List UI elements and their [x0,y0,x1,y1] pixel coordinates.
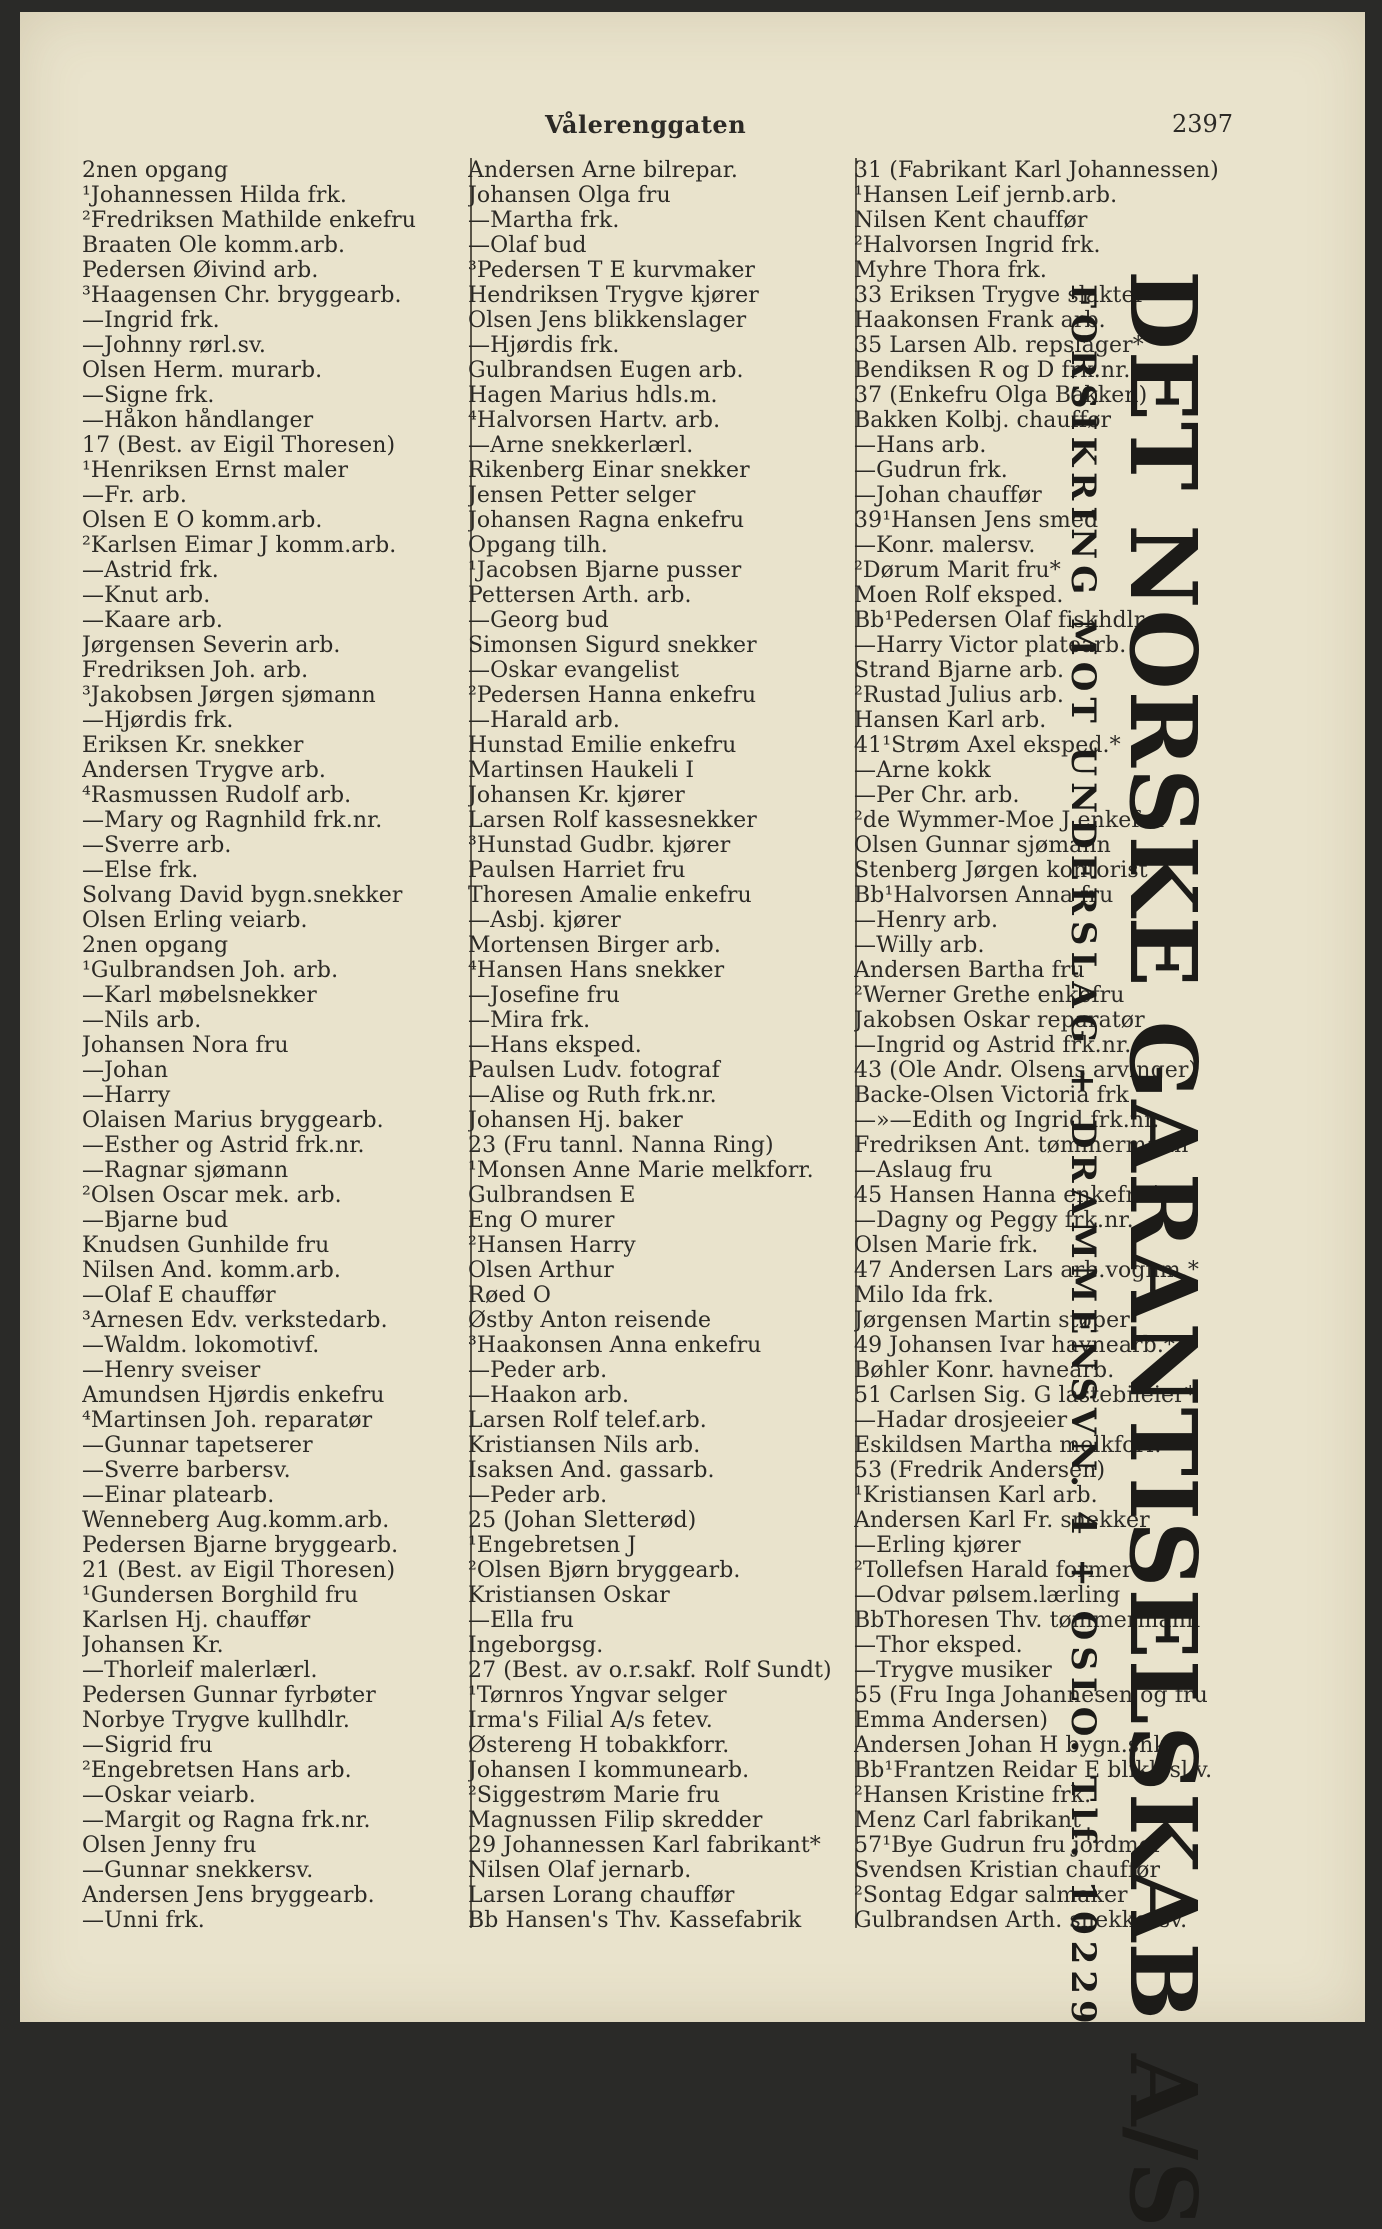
directory-entry: ²Karlsen Eimar J komm.arb. [82,533,397,558]
directory-entry: —Ingrid frk. [82,308,220,333]
directory-entry: Backe-Olsen Victoria frk. [854,1083,1137,1108]
directory-entry: Johansen Nora fru [82,1033,289,1058]
directory-entry: —Josefine fru [468,983,620,1008]
directory-entry: —Per Chr. arb. [854,783,1020,808]
directory-entry: ¹Kristiansen Karl arb. [854,1483,1098,1508]
directory-entry: Karlsen Hj. chauffør [82,1608,311,1633]
directory-entry: —Thorleif malerlærl. [82,1658,318,1683]
directory-entry: 51 Carlsen Sig. G lastebileier* [854,1383,1196,1408]
directory-entry: —Gudrun frk. [854,458,1008,483]
directory-entry: ¹Tørnros Yngvar selger [468,1683,727,1708]
directory-entry: Isaksen And. gassarb. [468,1458,715,1483]
directory-entry: Nilsen And. komm.arb. [82,1258,342,1283]
directory-entry: Braaten Ole komm.arb. [82,233,346,258]
directory-entry: Eriksen Kr. snekker [82,733,304,758]
directory-entry: —Haakon arb. [468,1383,630,1408]
directory-entry: Pettersen Arth. arb. [468,583,692,608]
directory-entry: —Harry [82,1083,171,1108]
directory-entry: 23 (Fru tannl. Nanna Ring) [468,1133,774,1158]
directory-entry: —Hadar drosjeeier [854,1408,1068,1433]
directory-entry: Gulbrandsen Eugen arb. [468,358,744,383]
directory-entry: Kristiansen Oskar [468,1583,670,1608]
directory-entry: Hunstad Emilie enkefru [468,733,737,758]
directory-entry: Hagen Marius hdls.m. [468,383,718,408]
directory-entry: —»—Edith og Ingrid frk.nr. [854,1108,1160,1133]
directory-entry: Andersen Jens bryggearb. [82,1883,375,1908]
directory-entry: —Aslaug fru [854,1158,993,1183]
directory-entry: —Johan chauffør [854,483,1042,508]
directory-entry: Eskildsen Martha melkforr. [854,1433,1162,1458]
directory-entry: Milo Ida frk. [854,1283,995,1308]
directory-entry: —Johan [82,1058,169,1083]
directory-entry: Hendriksen Trygve kjører [468,283,759,308]
directory-entry: ³Jakobsen Jørgen sjømann [82,683,376,708]
directory-entry: 25 (Johan Sletterød) [468,1508,697,1533]
directory-entry: —Nils arb. [82,1008,202,1033]
directory-entry: Ingeborgsg. [468,1633,604,1658]
directory-entry: Andersen Bartha fru [854,958,1085,983]
directory-entry: Johansen Hj. baker [468,1108,683,1133]
directory-entry: —Ella fru [468,1608,574,1633]
advertiser-name: DET NORSKE GARANTISELSKAB A/S [1109,270,1217,2229]
directory-entry: Andersen Johan H bygn.snk. [854,1733,1174,1758]
directory-entry: 37 (Enkefru Olga Bakken) [854,383,1148,408]
directory-entry: —Karl møbelsnekker [82,983,317,1008]
directory-entry: Olaisen Marius bryggearb. [82,1108,384,1133]
directory-entry: —Margit og Ragna frk.nr. [82,1808,371,1833]
directory-entry: —Asbj. kjører [468,908,621,933]
directory-entry: —Harald arb. [468,708,620,733]
directory-entry: —Harry Victor platearb. [854,633,1127,658]
directory-entry: Paulsen Ludv. fotograf [468,1058,720,1083]
directory-entry: —Sverre barbersv. [82,1458,291,1483]
directory-entry: Paulsen Harriet fru [468,858,686,883]
directory-entry: BbThoresen Thv. tømmermann [854,1608,1201,1633]
directory-entry: ⁴Halvorsen Hartv. arb. [468,408,721,433]
directory-entry: 39¹Hansen Jens smed [854,508,1099,533]
directory-entry: —Ragnar sjømann [82,1158,289,1183]
directory-entry: —Sverre arb. [82,833,232,858]
directory-entry: —Einar platearb. [82,1483,275,1508]
directory-entry: —Peder arb. [468,1358,608,1383]
directory-entry: ¹Johannessen Hilda frk. [82,183,348,208]
directory-entry: —Erling kjører [854,1533,1021,1558]
directory-entry: ³Haakonsen Anna enkefru [468,1333,762,1358]
directory-entry: —Dagny og Peggy frk.nr. [854,1208,1134,1233]
directory-entry: Mortensen Birger arb. [468,933,721,958]
directory-entry: ²Hansen Kristine frk. [854,1783,1092,1808]
directory-column-1 [82,158,462,1933]
advertisement-tagline: FORSIKRING MOT UNDERSLAG + DRAMMENSVN. 4 + OSLO. Tlf. 10229 [1063,284,1103,2030]
directory-entry: Simonsen Sigurd snekker [468,633,757,658]
directory-entry: Svendsen Kristian chauffør [854,1858,1161,1883]
directory-entry: —Håkon håndlanger [82,408,314,433]
directory-entry: Johansen Ragna enkefru [468,508,745,533]
directory-entry: —Thor eksped. [854,1633,1023,1658]
directory-page [20,12,1365,2229]
directory-entry: Olsen Marie frk. [854,1233,1039,1258]
directory-entry: ⁴Rasmussen Rudolf arb. [82,783,352,808]
directory-entry: Myhre Thora frk. [854,258,1047,283]
directory-entry: —Unni frk. [82,1908,205,1933]
directory-column-2 [468,158,850,1933]
directory-entry: Kristiansen Nils arb. [468,1433,701,1458]
directory-entry: Bb¹Halvorsen Anna fru [854,883,1114,908]
directory-entry: Norbye Trygve kullhdlr. [82,1708,350,1733]
directory-entry: Jakobsen Oskar reparatør [854,1008,1145,1033]
directory-entry: ²Rustad Julius arb. [854,683,1064,708]
directory-entry: —Signe frk. [82,383,215,408]
directory-entry: Menz Carl fabrikant [854,1808,1082,1833]
directory-entry: Pedersen Bjarne bryggearb. [82,1533,399,1558]
directory-entry: ¹Engebretsen J [468,1533,637,1558]
directory-entry: Olsen Gunnar sjømann [854,833,1111,858]
directory-entry: —Georg bud [468,608,609,633]
directory-entry: Pedersen Øivind arb. [82,258,319,283]
directory-entry: ¹Hansen Leif jernb.arb. [854,183,1118,208]
directory-entry: —Gunnar tapetserer [82,1433,313,1458]
directory-entry: Moen Rolf eksped. [854,583,1064,608]
directory-entry: Johansen Kr. [82,1633,224,1658]
directory-entry: Martinsen Haukeli I [468,758,695,783]
directory-entry: Solvang David bygn.snekker [82,883,403,908]
directory-entry: Amundsen Hjørdis enkefru [82,1383,385,1408]
directory-entry: Olsen E O komm.arb. [82,508,323,533]
directory-entry: —Willy arb. [854,933,985,958]
directory-entry: —Olaf E chauffør [82,1283,276,1308]
directory-entry: Bb Hansen's Thv. Kassefabrik [468,1908,802,1933]
page-header [20,110,1365,144]
directory-entry: —Ingrid og Astrid frk.nr. [854,1033,1132,1058]
directory-entry: ⁴Martinsen Joh. reparatør [82,1408,373,1433]
directory-entry: Andersen Arne bilrepar. [468,158,739,183]
directory-entry: Fredriksen Joh. arb. [82,658,309,683]
directory-entry: Thoresen Amalie enkefru [468,883,752,908]
directory-entry: 33 Eriksen Trygve slakter* [854,283,1157,308]
directory-entry: 17 (Best. av Eigil Thoresen) [82,433,396,458]
directory-entry: 41¹Strøm Axel eksped.* [854,733,1121,758]
directory-entry: —Henry sveiser [82,1358,261,1383]
directory-entry: Bakken Kolbj. chauffør [854,408,1112,433]
directory-entry: Røed O [468,1283,551,1308]
directory-entry: Jørgensen Martin støper [854,1308,1130,1333]
directory-entry: 35 Larsen Alb. repslager* [854,333,1144,358]
directory-entry: 21 (Best. av Eigil Thoresen) [82,1558,396,1583]
directory-entry: ²Olsen Oscar mek. arb. [82,1183,342,1208]
directory-entry: —Konr. malersv. [854,533,1036,558]
directory-entry: 45 Hansen Hanna enkefru* [854,1183,1162,1208]
directory-entry: ²Tollefsen Harald former [854,1558,1133,1583]
directory-entry: —Hjørdis frk. [468,333,620,358]
directory-entry: 53 (Fredrik Andersen) [854,1458,1106,1483]
directory-entry: Nilsen Kent chauffør [854,208,1088,233]
directory-entry: Rikenberg Einar snekker [468,458,750,483]
directory-entry: Fredriksen Ant. tømmermann [854,1133,1189,1158]
directory-entry: —Astrid frk. [82,558,219,583]
directory-entry: ²Werner Grethe enkefru [854,983,1125,1008]
page-number: 2397 [1172,110,1234,138]
directory-entry: —Bjarne bud [82,1208,229,1233]
directory-entry: 57¹Bye Gudrun fru jordmor [854,1833,1163,1858]
directory-entry: ¹Gulbrandsen Joh. arb. [82,958,339,983]
directory-entry: Jørgensen Severin arb. [82,633,341,658]
directory-entry: ²Hansen Harry [468,1233,636,1258]
directory-entry: ⁴Hansen Hans snekker [468,958,725,983]
directory-entry: 49 Johansen Ivar havnearb.* [854,1333,1176,1358]
directory-entry: —Hans eksped. [468,1033,642,1058]
directory-entry: Bendiksen R og D frk.nr. [854,358,1131,383]
directory-entry: Knudsen Gunhilde fru [82,1233,330,1258]
directory-entry: Irma's Filial A/s fetev. [468,1708,713,1733]
directory-entry: —Mary og Ragnhild frk.nr. [82,808,383,833]
directory-entry: 55 (Fru Inga Johannesen og fru [854,1683,1208,1708]
directory-entry: ¹Gundersen Borghild fru [82,1583,359,1608]
directory-entry: —Peder arb. [468,1483,608,1508]
directory-entry: Hansen Karl arb. [854,708,1047,733]
directory-entry: —Gunnar snekkersv. [82,1858,314,1883]
directory-entry: Johansen I kommunearb. [468,1758,750,1783]
directory-entry: —Fr. arb. [82,483,187,508]
directory-entry: —Else frk. [82,858,199,883]
directory-entry: 31 (Fabrikant Karl Johannessen) [854,158,1219,183]
directory-entry: Larsen Rolf kassesnekker [468,808,757,833]
directory-entry: Olsen Jenny fru [82,1833,257,1858]
directory-entry: Larsen Rolf telef.arb. [468,1408,707,1433]
directory-entry: ³Pedersen T E kurvmaker [468,258,756,283]
directory-entry: —Arne kokk [854,758,991,783]
directory-entry: Olsen Jens blikkenslager [468,308,747,333]
directory-entry: Nilsen Olaf jernarb. [468,1858,692,1883]
directory-entry: —Olaf bud [468,233,587,258]
directory-entry: ²de Wymmer-Moe J enkefru [854,808,1165,833]
directory-entry: Olsen Erling veiarb. [82,908,308,933]
directory-entry: —Arne snekkerlærl. [468,433,694,458]
directory-entry: Bb¹Pedersen Olaf fiskhdlr. [854,608,1150,633]
directory-entry: Andersen Karl Fr. snekker [854,1508,1150,1533]
directory-entry: Østereng H tobakkforr. [468,1733,730,1758]
directory-entry: —Mira frk. [468,1008,591,1033]
directory-entry: —Oskar veiarb. [82,1783,256,1808]
directory-entry: —Martha frk. [468,208,620,233]
directory-entry: Bb¹Frantzen Reidar E blikk.sl.v. [854,1758,1213,1783]
directory-entry: —Knut arb. [82,583,211,608]
directory-entry: Opgang tilh. [468,533,608,558]
directory-entry: 43 (Ole Andr. Olsens arvinger) [854,1058,1198,1083]
directory-entry: —Alise og Ruth frk.nr. [468,1083,717,1108]
directory-entry: Pedersen Gunnar fyrbøter [82,1683,376,1708]
directory-entry: ²Sontag Edgar salmaker [854,1883,1128,1908]
directory-entry: 29 Johannessen Karl fabrikant* [468,1833,821,1858]
directory-entry: Johansen Olga fru [468,183,671,208]
directory-entry: Strand Bjarne arb. [854,658,1065,683]
directory-entry: Wenneberg Aug.komm.arb. [82,1508,390,1533]
directory-entry: —Johnny rørl.sv. [82,333,267,358]
directory-entry: ²Siggestrøm Marie fru [468,1783,720,1808]
directory-entry: Bøhler Konr. havnearb. [854,1358,1115,1383]
directory-entry: ³Arnesen Edv. verkstedarb. [82,1308,388,1333]
directory-entry: Emma Andersen) [854,1708,1049,1733]
directory-entry: ²Engebretsen Hans arb. [82,1758,352,1783]
directory-entry: —Kaare arb. [82,608,224,633]
directory-entry: ¹Monsen Anne Marie melkforr. [468,1158,814,1183]
directory-entry: Magnussen Filip skredder [468,1808,763,1833]
advertisement-banner [1049,270,1217,2229]
directory-entry: Østby Anton reisende [468,1308,712,1333]
directory-entry: 2nen opgang [82,933,229,958]
directory-entry: Larsen Lorang chauffør [468,1883,735,1908]
directory-entry: ³Hunstad Gudbr. kjører [468,833,731,858]
directory-entry: —Odvar pølsem.lærling [854,1583,1121,1608]
directory-entry: Olsen Herm. murarb. [82,358,323,383]
directory-entry: Olsen Arthur [468,1258,614,1283]
directory-entry: ²Halvorsen Ingrid frk. [854,233,1101,258]
directory-entry: —Waldm. lokomotivf. [82,1333,320,1358]
directory-entry: Haakonsen Frank arb. [854,308,1106,333]
directory-entry: —Trygve musiker [854,1658,1052,1683]
directory-entry: Gulbrandsen E [468,1183,636,1208]
directory-entry: Jensen Petter selger [468,483,696,508]
directory-entry: 2nen opgang [82,158,229,183]
directory-entry: 47 Andersen Lars arb.vognm.* [854,1258,1199,1283]
directory-entry: Eng O murer [468,1208,615,1233]
directory-entry: —Esther og Astrid frk.nr. [82,1133,365,1158]
directory-entry: ¹Jacobsen Bjarne pusser [468,558,742,583]
directory-entry: ³Haagensen Chr. bryggearb. [82,283,402,308]
directory-entry: Andersen Trygve arb. [82,758,326,783]
directory-entry: 27 (Best. av o.r.sakf. Rolf Sundt) [468,1658,832,1683]
directory-entry: Gulbrandsen Arth. snekkersv. [854,1908,1188,1933]
directory-entry: ²Dørum Marit fru* [854,558,1061,583]
directory-entry: ²Fredriksen Mathilde enkefru [82,208,417,233]
directory-entry: —Hans arb. [854,433,987,458]
directory-entry: —Oskar evangelist [468,658,680,683]
directory-entry: —Sigrid fru [82,1733,213,1758]
directory-entry: Stenberg Jørgen kontorist [854,858,1148,883]
directory-entry: Johansen Kr. kjører [468,783,685,808]
directory-entry: ²Olsen Bjørn bryggearb. [468,1558,741,1583]
directory-entry: —Hjørdis frk. [82,708,234,733]
directory-entry: ¹Henriksen Ernst maler [82,458,349,483]
directory-entry: —Henry arb. [854,908,999,933]
street-title: Vålerenggaten [545,110,747,139]
directory-entry: ²Pedersen Hanna enkefru [468,683,757,708]
